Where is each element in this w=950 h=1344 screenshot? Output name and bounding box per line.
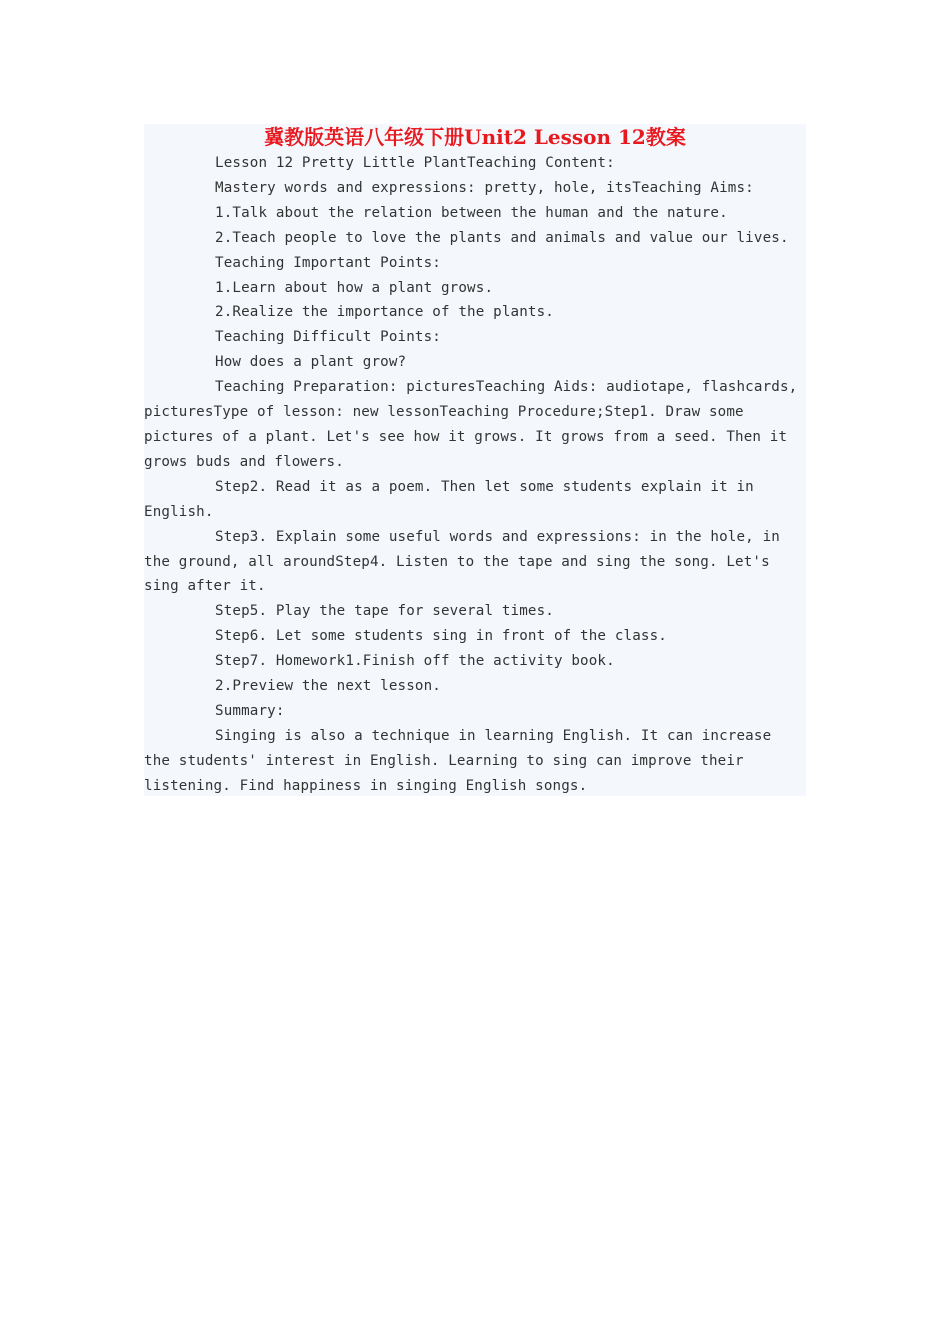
paragraph-important-point-1: 1.Learn about how a plant grows. (215, 279, 494, 296)
paragraph-step7: Step7. Homework1.Finish off the activity book. (215, 653, 615, 670)
paragraph-important-point-2: 2.Realize the importance of the plants. (215, 304, 554, 321)
paragraph-summary-heading: Summary: (215, 702, 285, 719)
paragraph-aim-2: 2.Teach people to love the plants and animals and value our lives. (215, 229, 789, 246)
paragraph-step3-step4: Step3. Explain some useful words and expressions: in the hole, in the ground, all aroundStep4. Listen to the tape and sing the song. Let's sing after it. (144, 528, 780, 595)
paragraph-aim-1: 1.Talk about the relation between the human and the nature. (215, 204, 728, 221)
paragraph-mastery-words: Mastery words and expressions: pretty, hole, itsTeaching Aims: (215, 179, 754, 196)
paragraph-step5: Step5. Play the tape for several times. (215, 603, 554, 620)
paragraph-difficult-points-heading: Teaching Difficult Points: (215, 329, 441, 346)
paragraph-preview: 2.Preview the next lesson. (215, 678, 441, 695)
paragraph-preparation-step1: Teaching Preparation: picturesTeaching Aids: audiotape, flashcards, picturesType of lesson: new lessonTeaching Procedure;Step1. Draw some pictures of a plant. Let's see how it grows. It grows from a seed. Then it grows buds and flowers. (144, 379, 798, 470)
paragraph-difficult-point: How does a plant grow? (215, 354, 407, 371)
document-body (144, 151, 806, 799)
paragraph-lesson-title: Lesson 12 Pretty Little PlantTeaching Content: (215, 155, 615, 171)
paragraph-step2: Step2. Read it as a poem. Then let some students explain it in English. (144, 478, 754, 520)
paragraph-step6: Step6. Let some students sing in front of the class. (215, 628, 667, 645)
lesson-plan-content (144, 124, 806, 796)
paragraph-summary-text: Singing is also a technique in learning English. It can increase the students' interest in English. Learning to sing can improve their listening. Find happiness in singing English songs. (144, 727, 772, 794)
document-title: 冀教版英语八年级下册Unit2 Lesson 12教案 (264, 125, 686, 149)
paragraph-important-points-heading: Teaching Important Points: (215, 254, 441, 271)
